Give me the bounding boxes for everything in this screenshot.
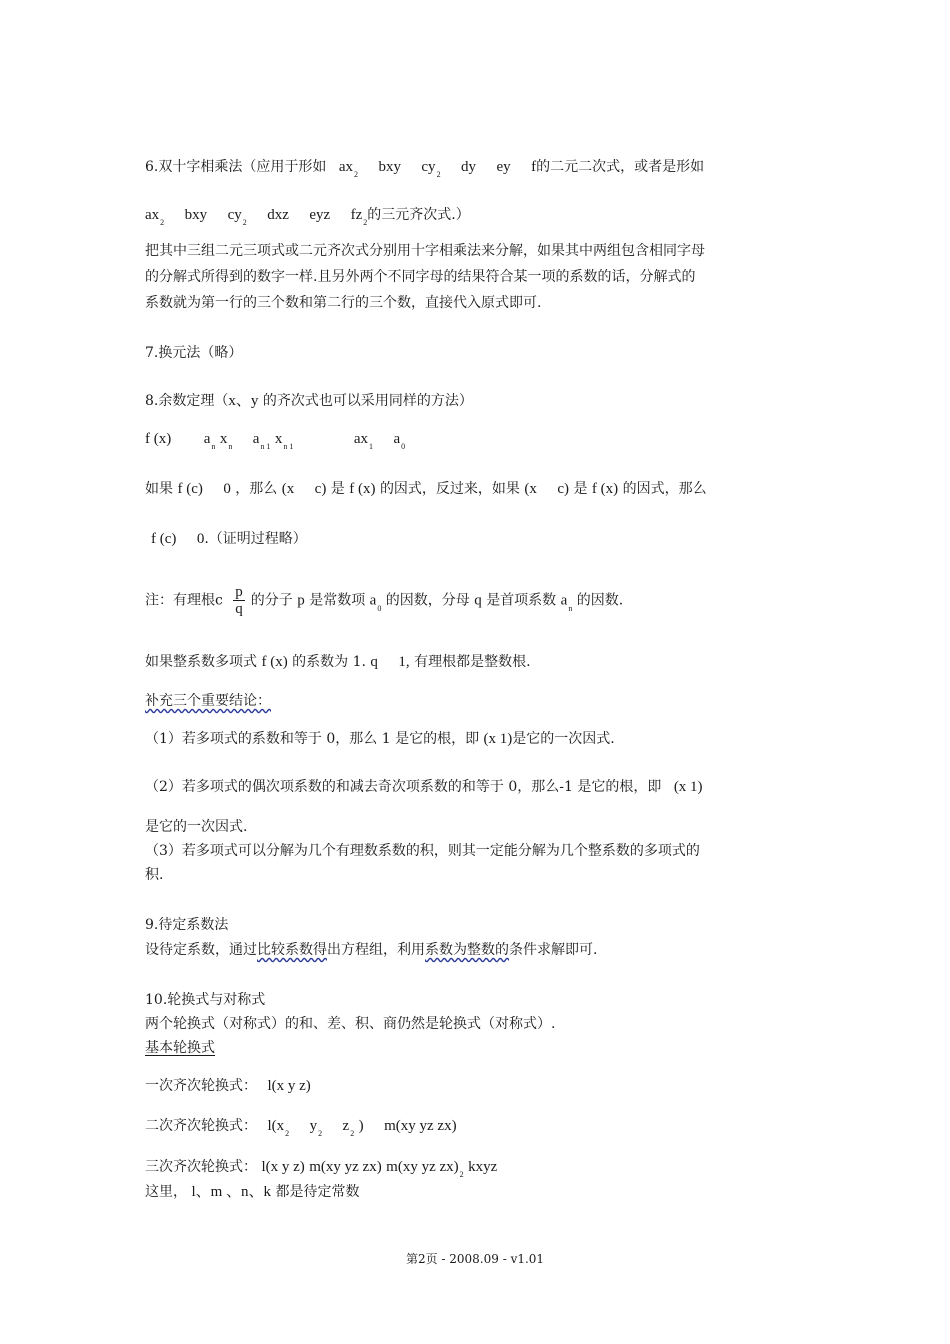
s8-title: 8.余数定理（x、y 的齐次式也可以采用同样的方法） (145, 393, 473, 409)
rotation-degree-1: 一次齐次轮换式： l(x y z) (145, 1078, 311, 1094)
s7-title: 7.换元法（略） (145, 345, 243, 361)
fraction-p-over-q: $\frac{p}{q}$ (235, 584, 243, 617)
s10-body: 两个轮换式（对称式）的和、差、积、商仍然是轮换式（对称式）. (145, 1016, 556, 1032)
constants-note: 这里， l、m 、n、k 都是待定常数 (145, 1184, 360, 1200)
conclusion-1: （1）若多项式的系数和等于 0，那么 1 是它的根，即 (x 1)是它的一次因式. (145, 731, 615, 747)
s6-title-line: 6.双十字相乘法（应用于形如 $ax_2$ bxy $cy_2$ dy ey f的二元二次式，或者是形如 (145, 159, 705, 179)
page-footer: 第2页 - 2008.09 - v1.01 (405, 1252, 545, 1266)
supplement-title: 补充三个重要结论： (145, 693, 271, 709)
s6-para-line-2: 的分解式所得到的数字一样.且另外两个不同字母的结果符合某一项的系数的话，分解式的 (145, 269, 696, 285)
conclusion-2-cont: 是它的一次因式. (145, 819, 248, 835)
conclusion-3-line-2: 积. (145, 867, 164, 883)
s8-formula: f (x) $a_n$ $x_n$ $a_{n 1}$ $x_{n 1}$ $ax_1$ $a_0$ (145, 431, 406, 451)
conclusion-2: （2）若多项式的偶次项系数的和减去奇次项系数的和等于 0，那么-1 是它的根，即 (x 1) (145, 779, 703, 795)
s8-note-line: 注：有理根c $\frac{p}{q}$ 的分子 p 是常数项 $a_0$ 的因数，分母 q 是首项系数 $a_n$ 的因数. (145, 584, 624, 617)
s8-factor-line: 如果 f (c) 0 ，那么 (x c) 是 f (x) 的因式，反过来，如果 (x c) 是 f (x) 的因式，那么 (145, 481, 707, 497)
rotation-degree-2: 二次齐次轮换式： $l(x_2$ $y_2$ $z_2$ ) m(xy yz zx) (145, 1118, 457, 1138)
s6-para-line-3: 系数就为第一行的三个数和第二行的三个数，直接代入原式即可. (145, 295, 542, 311)
s9-body: 设待定系数，通过比较系数得出方程组，利用系数为整数的条件求解即可. (145, 942, 598, 958)
s9-title: 9.待定系数法 (145, 917, 229, 933)
s10-subheading: 基本轮换式 (145, 1040, 215, 1056)
s6-formula-line: $ax_2$ bxy $cy_2$ dxz eyz $fz_2$的三元齐次式.） (145, 207, 470, 227)
s8-integer-line: 如果整系数多项式 f (x) 的系数为 1. q 1, 有理根都是整数根. (145, 654, 531, 670)
conclusion-3-line-1: （3）若多项式可以分解为几个有理数系数的积，则其一定能分解为几个整系数的多项式的 (145, 843, 700, 859)
s10-title: 10.轮换式与对称式 (145, 992, 266, 1008)
rotation-degree-3: 三次齐次轮换式： l(x y z) m(xy yz zx) m(xy yz $zx)_2$ kxyz (145, 1159, 498, 1179)
s6-para-line-1: 把其中三组二元三项式或二元齐次式分别用十字相乘法来分解，如果其中两组包含相同字母 (145, 243, 705, 259)
s8-converse-line: f (c) 0.（证明过程略） (151, 531, 307, 547)
